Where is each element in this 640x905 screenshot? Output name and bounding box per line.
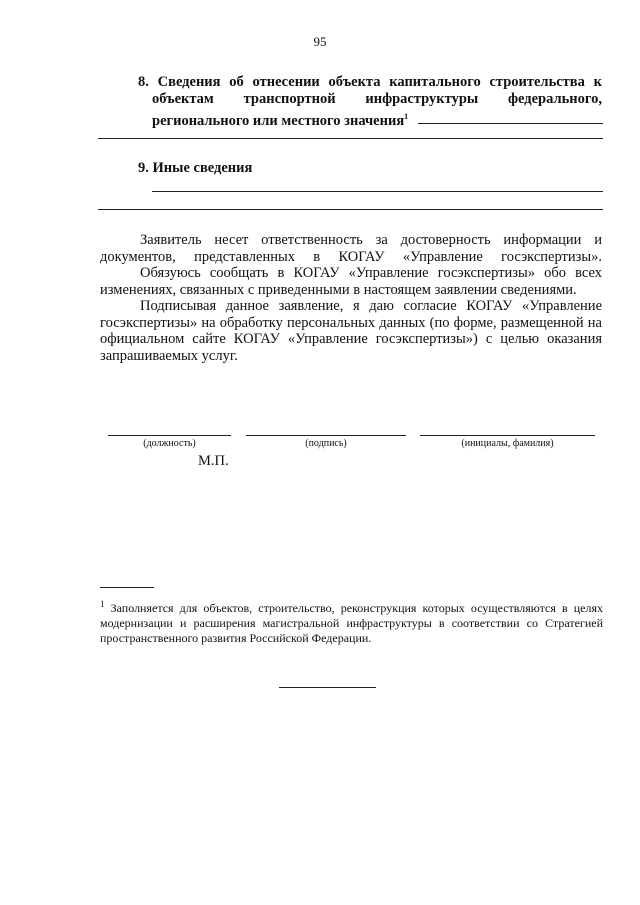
seal-label: М.П. (198, 453, 229, 469)
statement-paragraph-1: Заявитель несет ответственность за достоверность информации и документов, представленных в КОГАУ «Управление госэкспертизы». (100, 232, 602, 265)
statement-paragraph-3: Подписывая данное заявление, я даю согласие КОГАУ «Управление госэкспертизы» на обработку персональных данных (по форме, размещенной на официальном сайте КОГАУ «Управление госэкспертизы») с целью оказания запрашиваемых услуг. (100, 298, 602, 364)
section-8-answer-line (98, 138, 603, 139)
section-9-answer-line-2 (98, 209, 603, 210)
section-8-title-line-3 (152, 108, 602, 130)
name-caption: (инициалы, фамилия) (461, 438, 554, 449)
section-8-title-line-2: объектам транспортной инфраструктуры федерального, (152, 91, 602, 107)
section-8-title (138, 74, 602, 130)
footnote-text: Заполняется для объектов, строительство, реконструкция которых осуществляются в целях модернизации и расширения магистральной инфраструктуры в соответствии со Стратегией пространственного развития Российской Федерации. (100, 601, 604, 645)
page-number: 95 (313, 34, 327, 49)
section-9-answer-line-1 (152, 191, 603, 192)
statement-paragraph-2: Обязуюсь сообщать в КОГАУ «Управление госэкспертизы» обо всех изменениях, связанных с приведенными в настоящем заявлении сведениями. (100, 265, 602, 298)
footnote-mark: 1 (100, 599, 105, 609)
position-line (108, 435, 231, 436)
name-line (420, 435, 595, 436)
section-8-title-line-1: 8. Сведения об отнесении объекта капитального строительства к (138, 74, 602, 90)
footnote (100, 597, 603, 646)
footnote-separator (100, 587, 154, 588)
section-8-title-line-3-text: регионального или местного значения (152, 112, 405, 129)
section-8-fill-line (418, 123, 603, 124)
statement-block (100, 232, 602, 364)
end-line (279, 687, 376, 688)
section-9-title: 9. Иные сведения (138, 160, 253, 176)
position-caption: (должность) (143, 438, 196, 449)
signature-line (246, 435, 406, 436)
signature-caption: (подпись) (305, 438, 347, 449)
footnote-reference: 1 (404, 112, 409, 121)
